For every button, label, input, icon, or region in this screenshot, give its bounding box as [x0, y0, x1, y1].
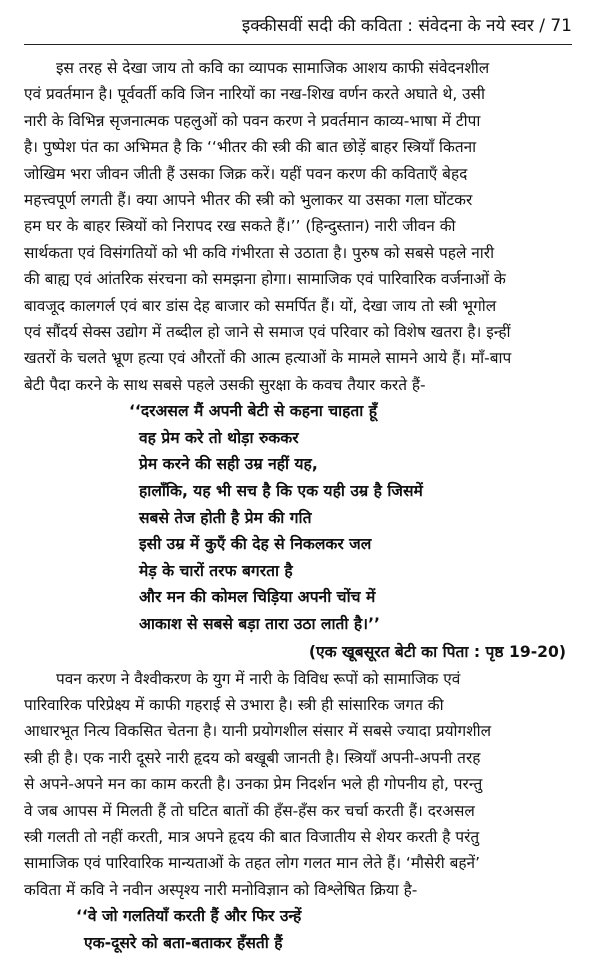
text-line: से अपने-अपने मन का काम करती है। उनका प्रेम निदर्शन भले ही गोपनीय हो, परन्तु [24, 775, 483, 794]
text-line: खतरों के चलते भ्रूण हत्या एवं औरतों की आत्म हत्याओं के मामले सामने आये हैं। माँ-बाप [24, 349, 512, 368]
poem-line: ‘‘वे जो गलतियाँ करती हैं और फिर उन्हें [76, 907, 302, 926]
poem-line: इसी उम्र में कुएँ की देह से निकलकर जल [139, 535, 372, 554]
text-line: महत्त्वपूर्ण लगती हैं। क्या आपने भीतर की स्त्री को भुलाकर या उसका गला घोंटकर [24, 191, 473, 210]
text-line: एवं प्रवर्तमान है। पूर्ववर्ती कवि जिन नारियों का नख-शिख वर्णन करते अघाते थे, उसी [24, 85, 485, 104]
poem-line: सबसे तेज होती है प्रेम की गति [139, 508, 312, 527]
text-line: बेटी पैदा करने के साथ सबसे पहले उसकी सुरक्षा के कवच तैयार करते हैं- [24, 375, 426, 394]
text-line: आधारभूत नित्य विकसित चेतना है। यानी प्रयोगशील संसार में सबसे ज्यादा प्रयोगशील [24, 722, 492, 741]
text-line: सामाजिक एवं पारिवारिक मान्यताओं के तहत लोग गलत मान लेते हैं। ‘मौसेरी बहनें’ [24, 854, 480, 873]
text-line: कविता में कवि ने नवीन अस्पृश्य नारी मनोविज्ञान को विश्लेषित क्रिया है- [24, 880, 418, 899]
text-line: स्त्री ही है। एक नारी दूसरे नारी हृदय को बखूबी जानती है। स्त्रियाँ अपनी-अपनी तरह [24, 748, 481, 767]
text-line: जोखिम भरा जीवन जीती हैं उसका जिक्र करें। यहीं पवन करण की कविताएँ बेहद [24, 164, 468, 183]
text-line: नारी के विभिन्न सृजनात्मक पहलुओं को पवन करण ने प्रवर्तमान काव्य-भाषा में टीपा [24, 111, 481, 130]
running-header: इक्कीसवीं सदी की कविता : संवेदना के नये स्वर / 71 [24, 14, 572, 45]
paragraph-2 [24, 666, 572, 904]
poem-quote-2 [24, 903, 572, 956]
poem-quote-1 [24, 398, 572, 637]
text-line: बावजूद कालगर्ल एवं बार डांस देह बाजार को समर्पित हैं। यों, देखा जाय तो स्त्री भूगोल [24, 296, 497, 315]
text-line: एवं सौंदर्य सेक्स उद्योग में तब्दील हो जाने से समाज एवं परिवार को विशेष खतरा है। इन्हीं [24, 323, 511, 342]
text-line: इस तरह से देखा जाय तो कवि का व्यापक सामाजिक आशय काफी संवेदनशील [56, 59, 490, 77]
poem-line: आकाश से सबसे बड़ा तारा उठा लाती है।’’ [139, 615, 380, 634]
text-line: सार्थकता एवं विसंगतियों को भी कवि गंभीरता से उठाता है। पुरुष को सबसे पहले नारी [24, 243, 495, 262]
text-line: स्त्री गलती तो नहीं करती, मात्र अपने हृदय की बात विजातीय से शेयर करती है परंतु [24, 828, 480, 847]
poem-line: हालाँकि, यह भी सच है कि एक यही उम्र है जिसमें [139, 482, 423, 501]
text-line: हम घर के बाहर स्त्रियों को निरापद रख सकते हैं।’’ (हिन्दुस्तान) नारी जीवन की [24, 217, 456, 236]
text-line: की बाह्य एवं आंतरिक संरचना को समझना होगा। सामाजिक एवं पारिवारिक वर्जनाओं के [24, 270, 506, 289]
paragraph-1 [24, 55, 572, 398]
text-line: वे जब आपस में मिलती हैं तो घटित बातों की हँस-हँस कर चर्चा करती हैं। दरअसल [24, 801, 475, 820]
text-line: पवन करण ने वैश्वीकरण के युग में नारी के विविध रूपों को सामाजिक एवं [56, 669, 461, 688]
poem-line: वह प्रेम करे तो थोड़ा रुककर [139, 428, 299, 447]
text-line: पारिवारिक परिप्रेक्ष्य में काफी गहराई से उभारा है। स्त्री ही सांसारिक जगत की [24, 696, 444, 715]
poem-line: ‘‘दरअसल मैं अपनी बेटी से कहना चाहता हूँ [129, 402, 378, 421]
poem-line: मेड़ के चारों तरफ बगरता है [139, 561, 293, 580]
poem-line: और मन की कोमल चिड़िया अपनी चोंच में [139, 588, 376, 607]
poem-line: प्रेम करने की सही उम्र नहीं यह, [139, 455, 318, 474]
poem-citation: (एक खूबसूरत बेटी का पिता : पृष्ठ 19-20) [308, 642, 566, 661]
text-line: है। पुष्पेश पंत का अभिमत है कि ‘‘भीतर की स्त्री की बात छोड़ें बाहर स्त्रियाँ कितना [24, 138, 477, 157]
poem-line: एक-दूसरे को बता-बताकर हँसती हैं [84, 933, 283, 952]
